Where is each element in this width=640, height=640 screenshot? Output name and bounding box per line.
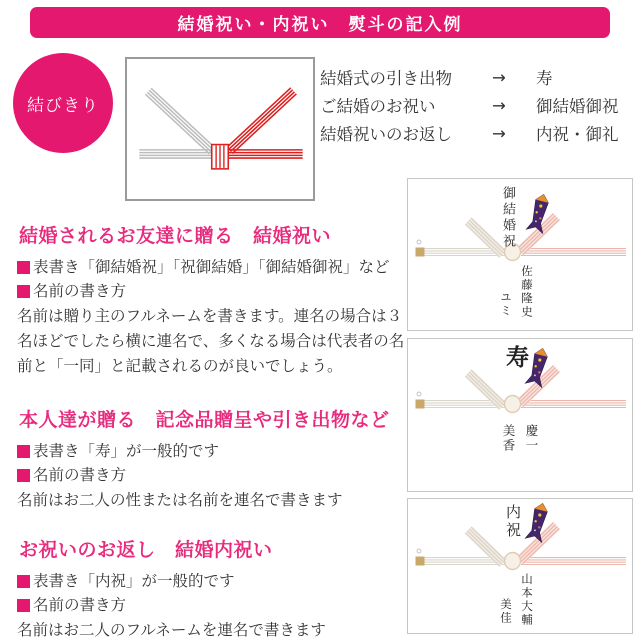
- usage-row: [320, 63, 630, 91]
- usage-omotegaki: 内祝・御礼: [536, 125, 619, 144]
- noshi-names: [499, 424, 540, 453]
- usage-row: [320, 119, 630, 147]
- page-title: 結婚祝い・内祝い 熨斗の記入例: [177, 15, 463, 35]
- bullet-text: 名前の書き方: [33, 282, 127, 300]
- bullet-text: 名前の書き方: [33, 466, 127, 484]
- section-return-gift: [17, 535, 413, 640]
- bullet-square-icon: [17, 445, 30, 458]
- bullet-square-icon: [17, 575, 30, 588]
- page-title-banner: [30, 7, 610, 38]
- bullet-square-icon: [17, 261, 30, 274]
- arrow-icon: →: [492, 123, 506, 143]
- section-body: 名前は贈り主のフルネームを書きます。連名の場合は３名ほどでしたら横に連名で、多くなる場合は代表者の名前と「一同」と記載されるのが良いでしょう。: [17, 307, 405, 375]
- noshi-names: [498, 573, 535, 627]
- noshi-name-right: 佐藤隆史: [520, 265, 534, 319]
- bullet-line: [17, 593, 413, 617]
- section-couple-gift: [17, 405, 413, 513]
- usage-occasion: 結婚式の引き出物: [320, 69, 452, 88]
- arrow-icon: →: [492, 67, 506, 87]
- noshi-name-left: 美佳: [499, 598, 513, 625]
- bullet-square-icon: [17, 285, 30, 298]
- section-body: 名前はお二人のフルネームを連名で書きます: [17, 621, 326, 639]
- section-body: 名前はお二人の性または名前を連名で書きます: [17, 491, 343, 509]
- bullet-line: [17, 439, 413, 463]
- mizuhiki-knot-icon: [127, 59, 313, 199]
- noshi-omotegaki: 御結婚祝: [500, 186, 515, 250]
- noshi-name-right: 慶一: [524, 424, 539, 453]
- noshi-example-kotobuki: [407, 338, 633, 492]
- arrow-icon: →: [492, 95, 506, 115]
- noshi-name-left: 美香: [501, 424, 516, 453]
- bullet-text: 表書き「内祝」が一般的です: [33, 572, 235, 590]
- mizuhiki-illustration-box: [125, 57, 315, 201]
- usage-occasion: 結婚祝いのお返し: [320, 125, 452, 144]
- bullet-text: 名前の書き方: [33, 596, 127, 614]
- usage-omotegaki: 寿: [536, 69, 553, 88]
- bullet-square-icon: [17, 469, 30, 482]
- usage-occasion: ご結婚のお祝い: [320, 97, 436, 116]
- noshi-example-uchiiwai: [407, 498, 633, 634]
- bullet-text: 表書き「御結婚祝」「祝御結婚」「御結婚御祝」など: [33, 258, 390, 276]
- section-heading: お祝いのお返し 結婚内祝い: [19, 539, 273, 561]
- section-heading: 結婚されるお友達に贈る 結婚祝い: [19, 225, 332, 247]
- noshi-name-left: ユミ: [499, 291, 513, 318]
- bullet-square-icon: [17, 599, 30, 612]
- noshi-names: [498, 265, 535, 319]
- section-heading: 本人達が贈る 記念品贈呈や引き出物など: [19, 409, 390, 431]
- knot-style-label: 結びきり: [27, 95, 99, 116]
- knot-style-badge: [13, 53, 113, 153]
- bullet-line: [17, 463, 413, 487]
- omotegaki-usage-list: [320, 63, 630, 147]
- usage-omotegaki: 御結婚御祝: [536, 97, 619, 116]
- bullet-line: [17, 279, 413, 303]
- bullet-line: [17, 569, 413, 593]
- noshi-omotegaki: 寿: [502, 345, 529, 368]
- section-wedding-gift: [17, 221, 413, 379]
- bullet-line: [17, 255, 413, 279]
- noshi-name-right: 山本大輔: [520, 573, 534, 627]
- bullet-text: 表書き「寿」が一般的です: [33, 442, 220, 460]
- usage-row: [320, 91, 630, 119]
- noshi-omotegaki: 内祝: [504, 504, 522, 540]
- noshi-example-gokekkoniwai: [407, 178, 633, 331]
